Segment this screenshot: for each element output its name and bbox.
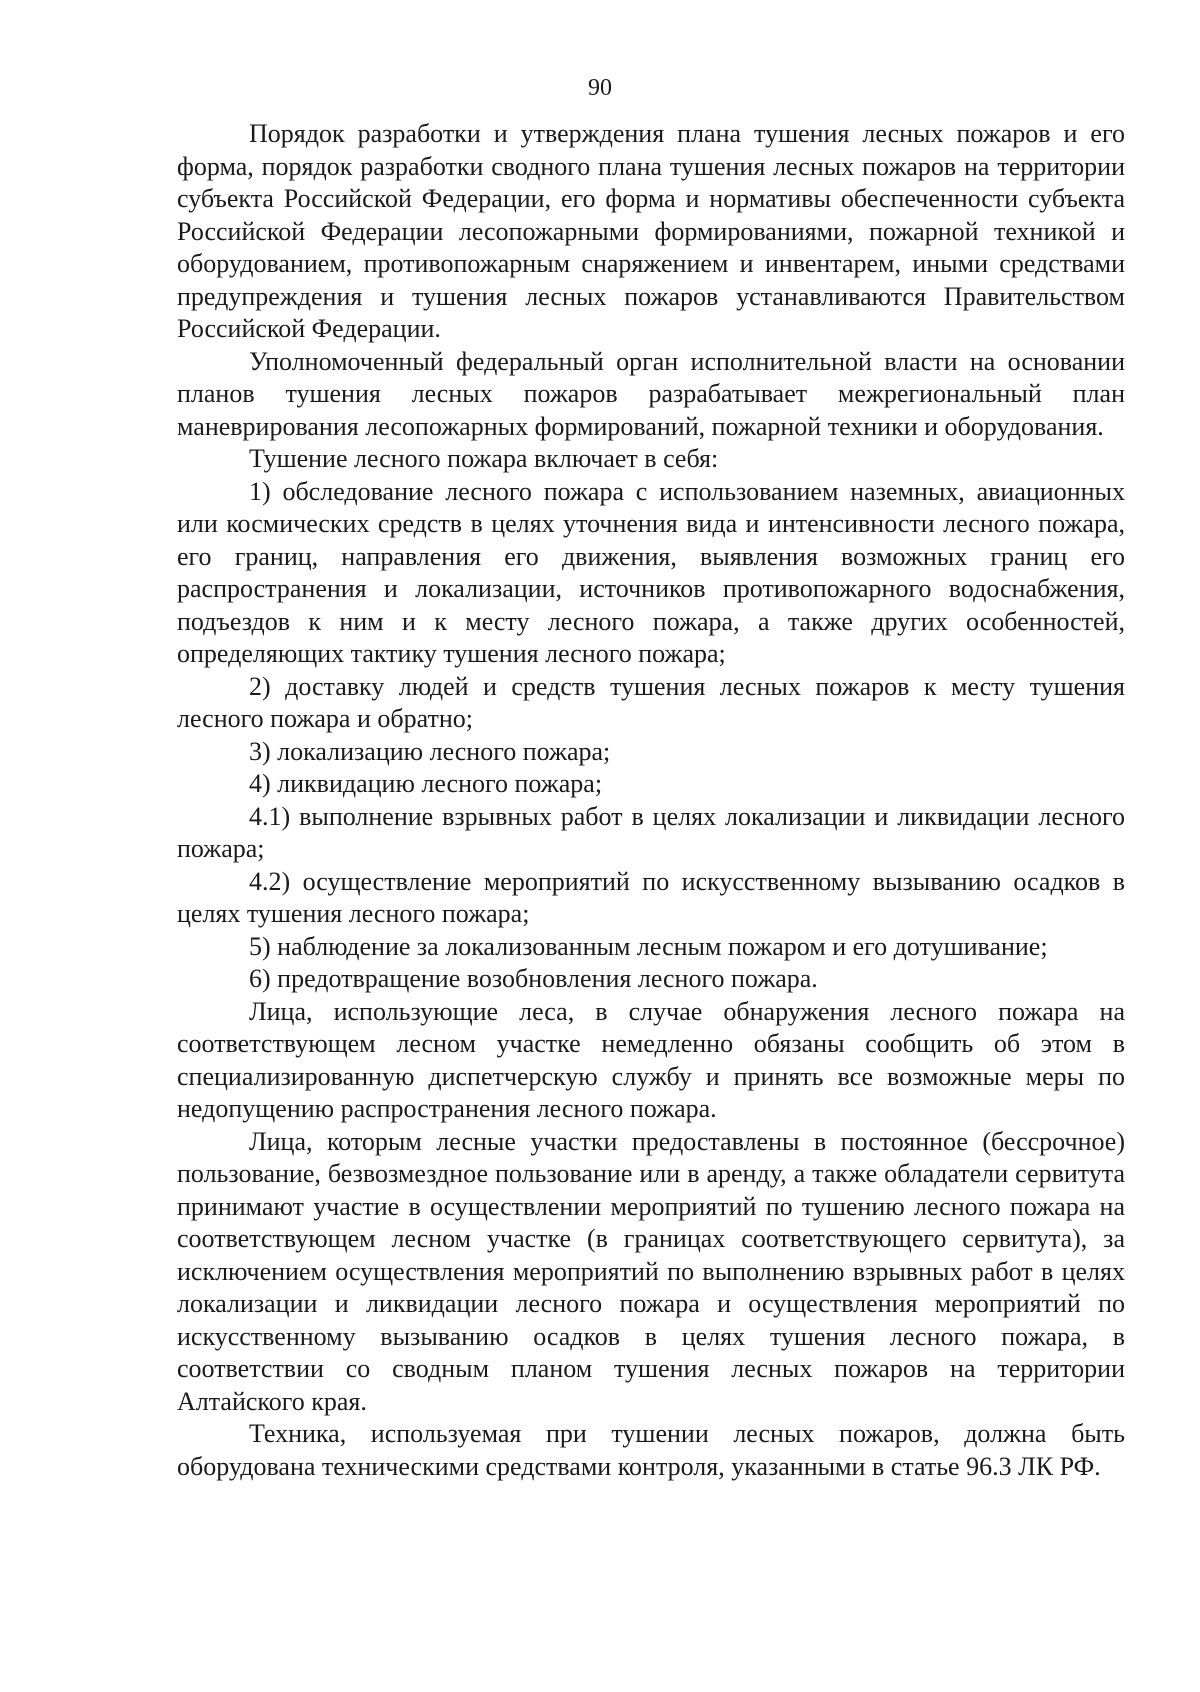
body-text <box>177 118 1125 1483</box>
list-item-6: 6) предотвращение возобновления лесного пожара. <box>249 964 818 993</box>
paragraph-interregional-plan: Уполномоченный федеральный орган исполнительной власти на основании планов тушения лесных пожаров разрабатывает межрегиональный план маневрирования лесопожарных формирований, пожарной техники и оборудования. <box>177 346 1125 441</box>
list-item-4-1: 4.1) выполнение взрывных работ в целях локализации и ликвидации лесного пожара; <box>177 801 1125 863</box>
page-number: 90 <box>588 75 612 101</box>
list-item-2: 2) доставку людей и средств тушения лесных пожаров к месту тушения лесного пожара и обратно; <box>177 671 1125 733</box>
paragraph-plan-procedure: Порядок разработки и утверждения плана тушения лесных пожаров и его форма, порядок разработки сводного плана тушения лесных пожаров на территории субъекта Российской Федерации, его форма и нормативы обеспеченности субъекта Российской Федерации лесопожарными формированиями, пожарной техникой и оборудованием, противопожарным снаряжением и инвентарем, иными средствами предупреждения и тушения лесных пожаров устанавливаются Правительством Российской Федерации. <box>177 119 1125 343</box>
paragraph-firefighting-includes: Тушение лесного пожара включает в себя: <box>249 444 719 473</box>
paragraph-equipment: Техника, используемая при тушении лесных пожаров, должна быть оборудована техническими средствами контроля, указанными в статье 96.3 ЛК РФ. <box>177 1419 1125 1481</box>
list-item-1: 1) обследование лесного пожара с использованием наземных, авиационных или космических средств в целях уточнения вида и интенсивности лесного пожара, его границ, направления его движения, выявления возможных границ его распространения и локализации, источников противопожарного водоснабжения, подъездов к ним и к месту лесного пожара, а также других особенностей, определяющих тактику тушения лесного пожара; <box>177 476 1125 668</box>
list-item-4: 4) ликвидацию лесного пожара; <box>249 769 603 798</box>
list-item-4-2: 4.2) осуществление мероприятий по искусственному вызыванию осадков в целях тушения лесного пожара; <box>177 866 1125 928</box>
list-item-3: 3) локализацию лесного пожара; <box>249 736 611 766</box>
paragraph-lessees: Лица, которым лесные участки предоставлены в постоянное (бессрочное) пользование, безвозмездное пользование или в аренду, а также обладатели сервитута принимают участие в осуществлении мероприятий по тушению лесного пожара на соответствующем лесном участке (в границах соответствующего сервитута), за исключением осуществления мероприятий по выполнению взрывных работ в целях локализации и ликвидации лесного пожара и осуществления мероприятий по искусственному вызыванию осадков в целях тушения лесного пожара, в соответствии со сводным планом тушения лесных пожаров на территории Алтайского края. <box>177 1126 1125 1416</box>
list-item-5: 5) наблюдение за локализованным лесным пожаром и его дотушивание; <box>249 931 1048 961</box>
paragraph-forest-users: Лица, использующие леса, в случае обнаружения лесного пожара на соответствующем лесном участке немедленно обязаны сообщить об этом в специализированную диспетчерскую службу и принять все возможные меры по недопущению распространения лесного пожара. <box>177 996 1125 1123</box>
